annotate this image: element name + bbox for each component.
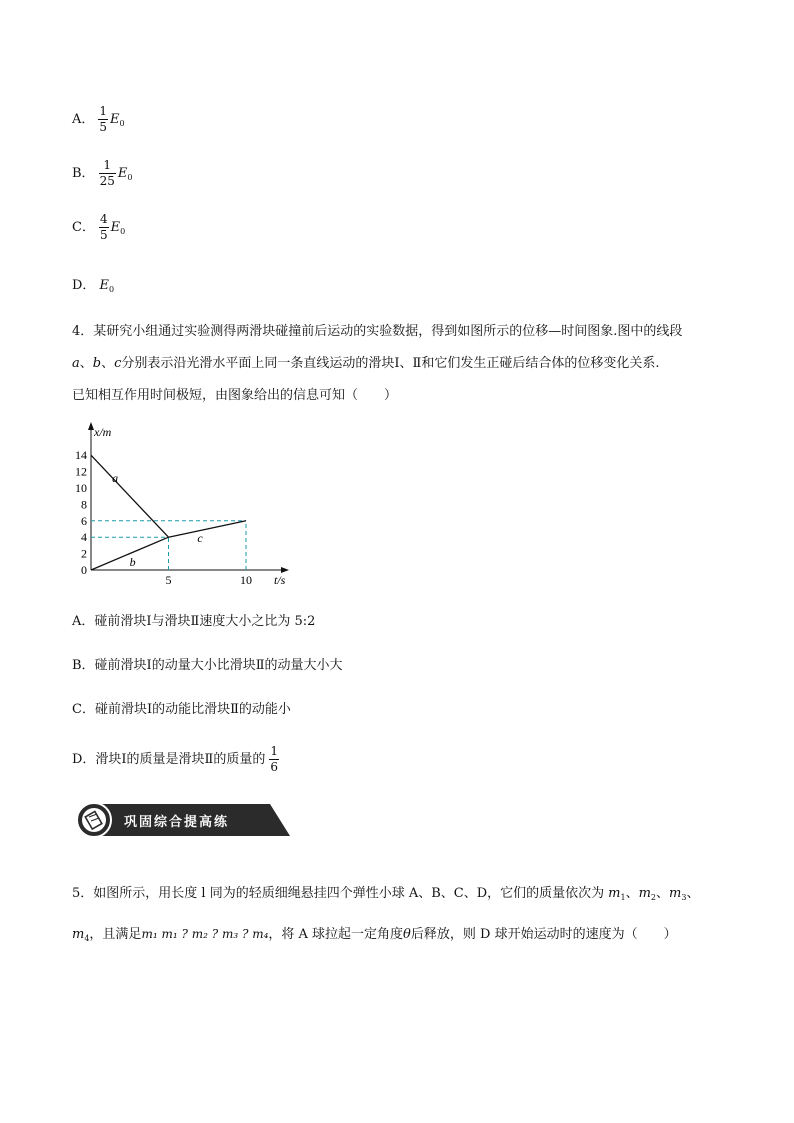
fraction: $\frac{1}{25}$ [99,158,115,188]
series-label-c: c [197,530,203,545]
x-tick-label: 5 [165,573,172,587]
y-tick-label: 4 [81,530,87,545]
series-line-c [169,521,247,537]
question-4-text: 4．某研究小组通过实验测得两滑块碰撞前后运动的实验数据，得到如图所示的位移—时间图象.图中的线段 a、b、c分别表示沿光滑水平面上同一条直线运动的滑块Ⅰ、Ⅱ和它们发生正碰后结合体的位移变化关系. 已知相互作用时间极短，由图象给出的信息可知（ ） [72,324,683,403]
series-label-a: a [112,470,119,485]
fraction: $\frac{1}{5}$ [99,104,108,134]
banner-title: 巩固综合提高练 [124,815,230,830]
option-b-prev[interactable]: B． $\frac{1}{25}$ $E_0$ [72,158,133,188]
x-axis-label: t/s [274,573,286,587]
q4-option-b[interactable]: B．碰前滑块Ⅰ的动量大小比滑块Ⅱ的动量大小大 [72,658,343,673]
q4-option-c[interactable]: C．碰前滑块Ⅰ的动能比滑块Ⅱ的动能小 [72,702,291,717]
question-5-text: 5．如图所示，用长度 l 同为的轻质细绳悬挂四个弹性小球 A、B、C、D，它们的质量依次为 $m_1$、$m_2$、$m_3$、 $m_4$，且满足m₁ m₁ ? m₂ ? m₃ ? m₄，将 A 球拉起一定角度θ后释放，则 D 球开始运动时的速度为（ ） [72,886,700,943]
x-tick-label: 10 [240,573,252,587]
q4-option-d[interactable]: D．滑块Ⅰ的质量是滑块Ⅱ的质量的 $\frac{1}{6}$ [72,744,279,774]
y-tick-label: 0 [81,563,87,577]
series-line-a [91,455,169,537]
y-tick-label: 6 [81,513,87,528]
y-tick-label: 10 [75,481,87,495]
y-tick-label: 14 [75,448,87,463]
q4-option-a[interactable]: A．碰前滑块Ⅰ与滑块Ⅱ速度大小之比为 5:2 [72,614,316,629]
option-c-prev[interactable]: C． $\frac{4}{5}$ $E_0$ [72,212,126,242]
position-time-chart [60,420,310,590]
fraction: $\frac{1}{6}$ [270,744,279,774]
option-a-prev[interactable]: A． $\frac{1}{5}$ $E_0$ [72,104,125,134]
y-axis-label: x/m [94,425,112,439]
option-d-prev[interactable]: D． $E_0$ [72,278,115,294]
y-tick-label: 8 [81,497,87,512]
fraction: $\frac{4}{5}$ [99,212,108,242]
y-tick-label: 12 [75,464,87,479]
series-label-b: b [129,554,136,569]
section-banner [74,802,294,838]
y-tick-label: 2 [81,546,87,561]
